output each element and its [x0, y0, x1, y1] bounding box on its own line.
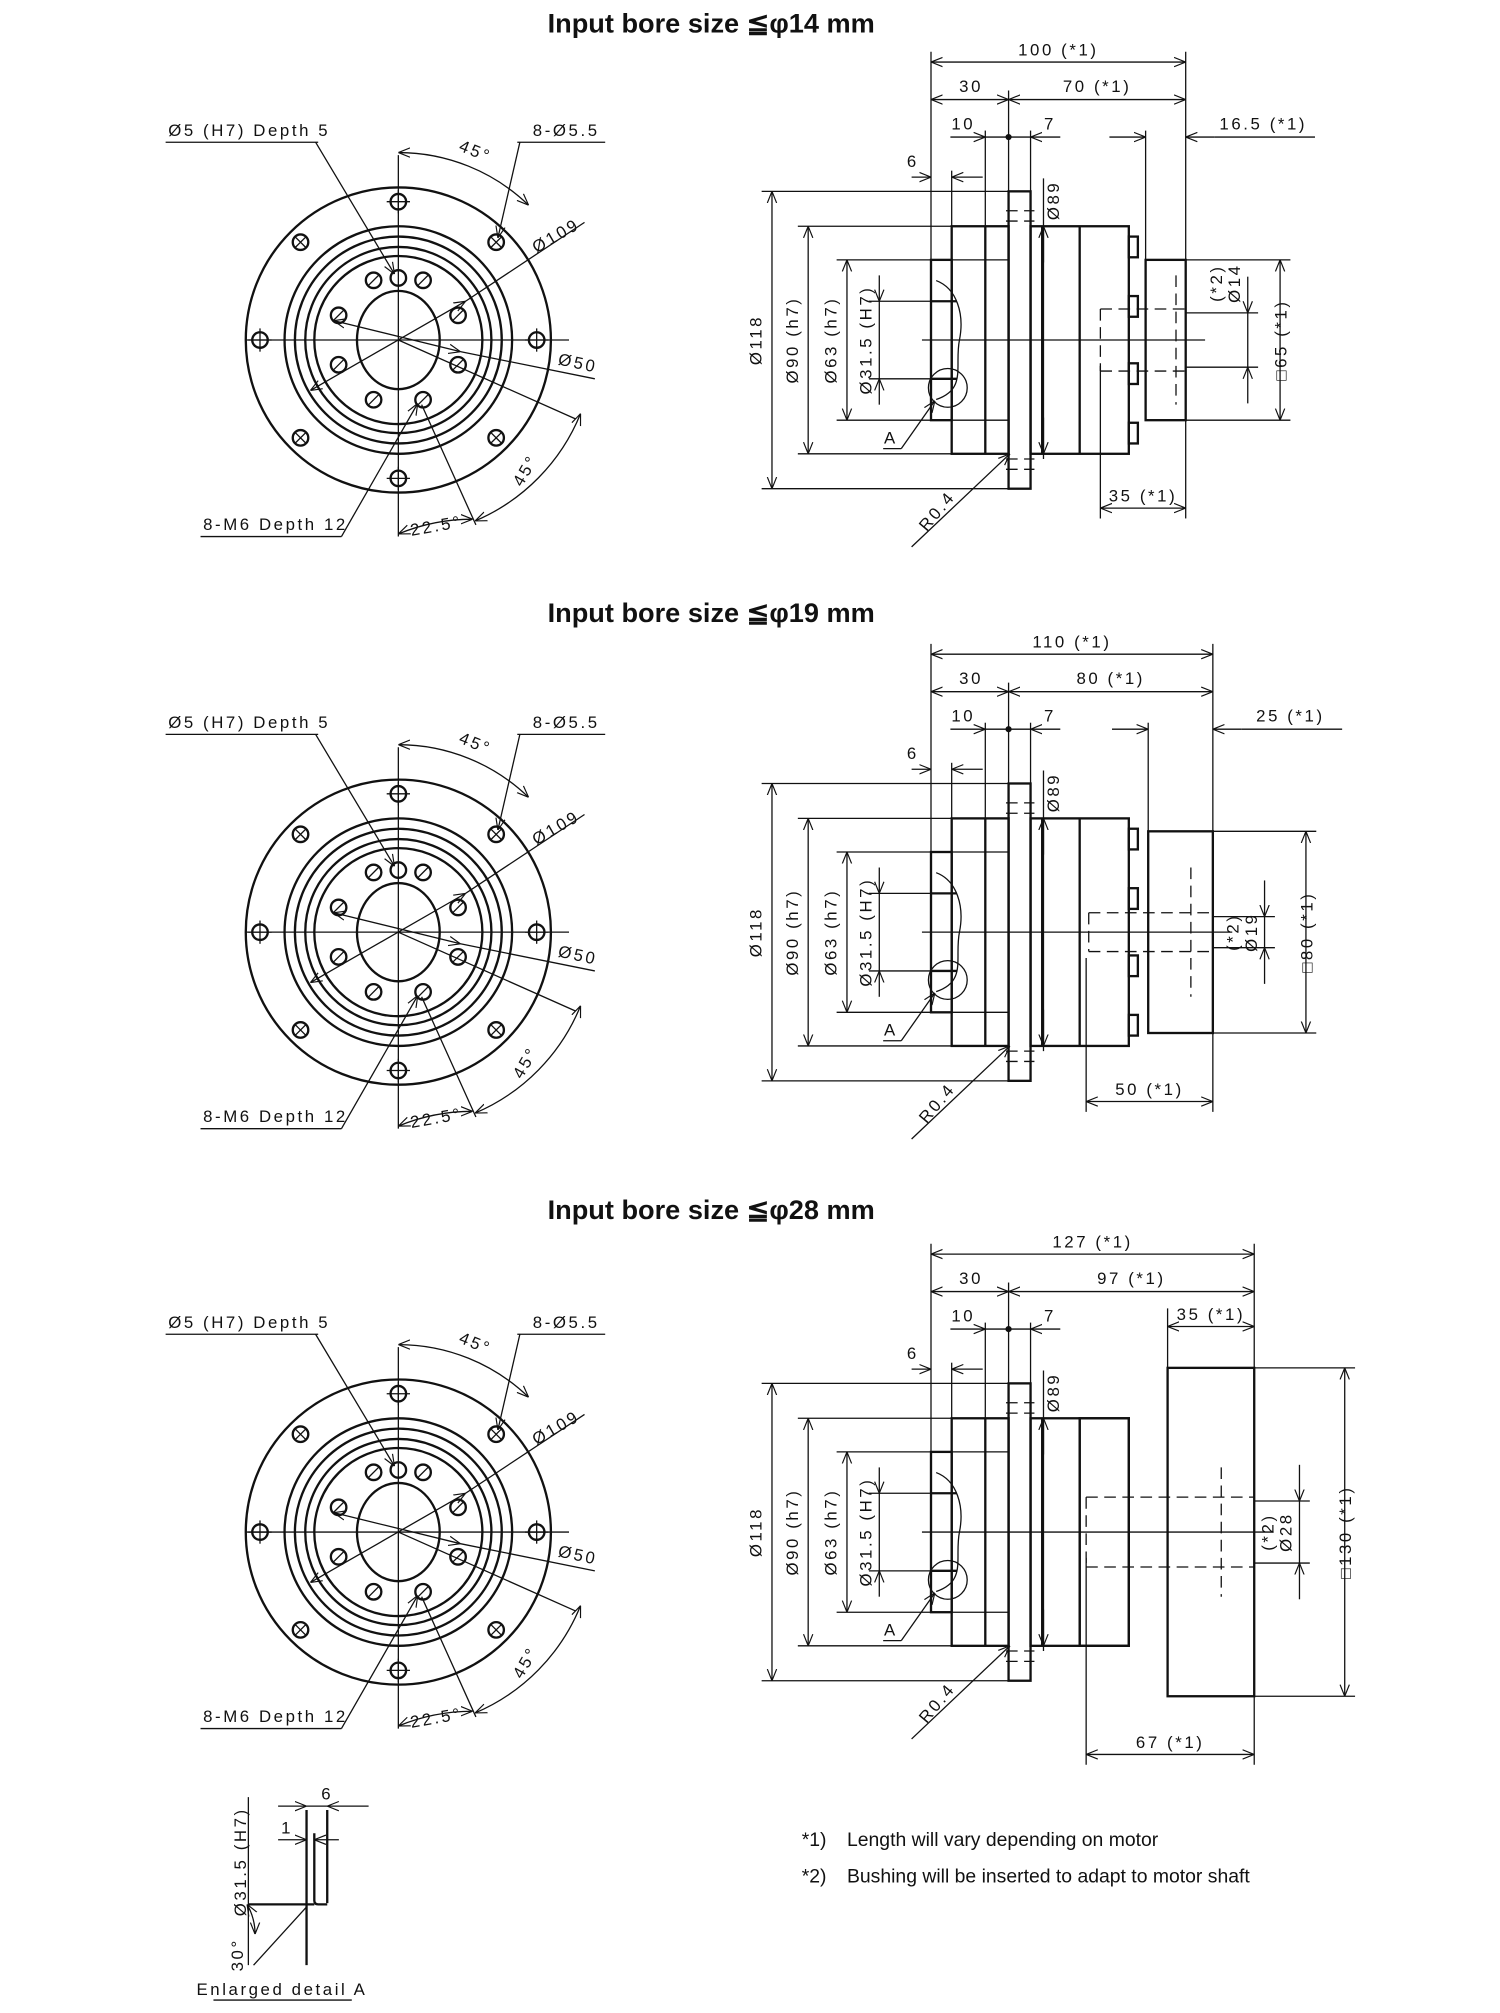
detail-d1-label: 1	[281, 1818, 294, 1838]
bore-label: Ø50	[556, 1541, 600, 1569]
d63-label: Ø63 (h7)	[821, 888, 841, 976]
angle-arc	[398, 153, 528, 206]
d90-label: Ø90 (h7)	[782, 888, 802, 976]
dimension-line	[341, 403, 417, 536]
d6-label: 6	[906, 151, 919, 171]
adapter-bolt	[1129, 296, 1138, 317]
pin-hole-label: Ø5 (H7) Depth 5	[168, 1312, 331, 1332]
pcd-label: Ø109	[528, 214, 583, 257]
d118-label: Ø118	[746, 1506, 766, 1558]
dimension-line	[334, 321, 461, 352]
line	[422, 1597, 476, 1717]
line	[254, 1907, 307, 1965]
detail-caption: Enlarged detail A	[196, 1979, 368, 1999]
line	[333, 952, 343, 962]
dimension-line	[316, 734, 395, 866]
side-view	[747, 1233, 1356, 1765]
overall-length-label: 127 (*1)	[1052, 1232, 1133, 1252]
dimension-line	[498, 734, 520, 830]
d90-label: Ø90 (h7)	[782, 296, 802, 384]
line	[333, 1552, 343, 1562]
d7-label: 7	[1043, 706, 1056, 726]
front-view	[166, 1313, 606, 1732]
line	[418, 395, 428, 405]
section-1	[166, 7, 1315, 547]
d10-label: 10	[951, 1306, 976, 1326]
dimension-line	[341, 996, 417, 1129]
note-marker: *1)	[801, 1829, 827, 1852]
detail-ref-label: A	[884, 428, 898, 448]
adapter-bolt	[1129, 829, 1138, 850]
rear-length-label: 70 (*1)	[1062, 76, 1132, 96]
dimension-line	[316, 142, 395, 274]
d63-label: Ø63 (h7)	[821, 296, 841, 384]
dimension-line	[901, 401, 935, 449]
line	[418, 867, 428, 877]
shaft-note-label: (*2)	[1206, 264, 1226, 302]
angle-top-label: 45°	[456, 136, 495, 167]
square-label: □80 (*1)	[1297, 891, 1317, 973]
d89-label: Ø89	[1043, 180, 1063, 221]
angle-top-label: 45°	[456, 728, 495, 759]
dimension-line	[498, 1334, 520, 1430]
d31-label: Ø31.5 (H7)	[856, 285, 876, 395]
angle-top-label: 45°	[456, 1328, 495, 1359]
line	[418, 987, 428, 997]
dimension-line	[498, 142, 520, 238]
shaft-note-label: (*2)	[1258, 1513, 1278, 1551]
d31-label: Ø31.5 (H7)	[856, 1477, 876, 1587]
tapped-holes-label: 8-M6 Depth 12	[203, 1707, 348, 1727]
adapter-length-label: 35 (*1)	[1176, 1305, 1246, 1325]
adapter-length-label: 25 (*1)	[1256, 706, 1325, 726]
bolt-holes-label: 8-Ø5.5	[532, 1312, 600, 1332]
side-view	[747, 41, 1315, 547]
d90-label: Ø90 (h7)	[782, 1488, 802, 1576]
d6-label: 6	[906, 1343, 919, 1363]
detail-ref-label: A	[884, 1020, 898, 1040]
overall-length-label: 100 (*1)	[1018, 40, 1099, 60]
line	[422, 405, 476, 525]
pcd-label: Ø109	[528, 806, 583, 849]
detail-d31-label: Ø31.5 (H7)	[230, 1807, 250, 1917]
section-title: Input bore size ≦φ14 mm	[547, 7, 875, 39]
rear-length-label: 97 (*1)	[1097, 1268, 1166, 1288]
bolt-holes-label: 8-Ø5.5	[532, 712, 600, 732]
angle-bottom-label: 45°	[508, 451, 542, 490]
line	[333, 310, 343, 320]
dimension-line	[334, 913, 461, 944]
line	[453, 310, 463, 320]
d63-label: Ø63 (h7)	[821, 1488, 841, 1576]
line	[368, 1587, 378, 1597]
front-length-label: 30	[959, 76, 984, 96]
dimension-line	[316, 1334, 395, 1466]
adapter-length-label: 16.5 (*1)	[1219, 114, 1308, 134]
front-length-label: 30	[959, 668, 984, 688]
note-marker: *2)	[801, 1865, 827, 1888]
angle-arc	[398, 1345, 528, 1398]
line	[333, 1502, 343, 1512]
detail-ref-label: A	[884, 1620, 898, 1640]
d118-label: Ø118	[746, 314, 766, 366]
side-view	[747, 633, 1342, 1139]
pin-hole-label: Ø5 (H7) Depth 5	[168, 120, 331, 140]
line	[333, 360, 343, 370]
adapter-bolt	[1129, 1015, 1138, 1036]
dimension-line	[310, 1493, 465, 1582]
radius-label: R0.4	[915, 1679, 960, 1727]
line	[418, 1467, 428, 1477]
angle-offset-label: 22.5°	[408, 512, 464, 540]
motor-length-label: 67 (*1)	[1135, 1732, 1205, 1752]
adapter-bolt	[1129, 237, 1138, 258]
d118-label: Ø118	[746, 907, 766, 958]
dimension-line	[310, 301, 465, 390]
dimension-line	[901, 1593, 935, 1641]
radius-label: R0.4	[915, 487, 960, 535]
adapter-bolt	[1129, 363, 1138, 384]
adapter-bolt	[1129, 955, 1138, 976]
pcd-label: Ø109	[528, 1406, 583, 1449]
dimension-line	[341, 1595, 417, 1728]
notes	[802, 1829, 1251, 1887]
shaft-label: Ø14	[1224, 263, 1244, 303]
overall-length-label: 110 (*1)	[1032, 632, 1112, 652]
angle-offset-label: 22.5°	[408, 1104, 464, 1132]
rear-length-label: 80 (*1)	[1076, 668, 1145, 688]
section-title: Input bore size ≦φ19 mm	[547, 596, 875, 628]
path	[314, 1901, 327, 1905]
note-text: Bushing will be inserted to adapt to motor shaft	[846, 1865, 1250, 1888]
line	[453, 902, 463, 912]
front-length-label: 30	[959, 1268, 984, 1288]
front-view	[166, 121, 606, 540]
motor-length-label: 35 (*1)	[1108, 486, 1178, 506]
d89-label: Ø89	[1043, 772, 1063, 813]
bore-label: Ø50	[556, 349, 600, 377]
adapter-bolt	[1129, 888, 1138, 909]
detail-angle-label: 30°	[228, 1938, 248, 1972]
line	[418, 275, 428, 285]
front-view	[166, 713, 606, 1132]
square-label: □65 (*1)	[1271, 299, 1291, 381]
angle-bottom-label: 45°	[508, 1043, 542, 1082]
line	[333, 902, 343, 912]
tapped-holes-label: 8-M6 Depth 12	[203, 515, 348, 535]
d7-label: 7	[1043, 114, 1056, 134]
section-3	[166, 1194, 1356, 1765]
section-2	[166, 597, 1343, 1139]
bolt-holes-label: 8-Ø5.5	[532, 120, 600, 140]
radius-label: R0.4	[915, 1079, 960, 1127]
dimension-line	[310, 893, 465, 982]
line	[418, 1587, 428, 1597]
line	[368, 275, 378, 285]
shaft-note-label: (*2)	[1223, 913, 1243, 951]
line	[368, 867, 378, 877]
detail-d6-label: 6	[321, 1784, 334, 1804]
adapter-bolt	[1129, 423, 1138, 444]
angle-arc	[398, 745, 528, 798]
angle-offset-label: 22.5°	[408, 1704, 464, 1732]
shaft-label: Ø19	[1241, 912, 1261, 952]
pin-hole-label: Ø5 (H7) Depth 5	[168, 712, 331, 732]
line	[368, 395, 378, 405]
d7-label: 7	[1043, 1306, 1056, 1326]
d10-label: 10	[951, 114, 976, 134]
line	[453, 1502, 463, 1512]
line	[422, 997, 476, 1117]
bore-label: Ø50	[556, 941, 600, 969]
section-title: Input bore size ≦φ28 mm	[547, 1194, 875, 1226]
note-text: Length will vary depending on motor	[846, 1829, 1159, 1852]
enlarged-detail-a	[196, 1785, 368, 2000]
tapped-holes-label: 8-M6 Depth 12	[203, 1107, 348, 1127]
d31-label: Ø31.5 (H7)	[856, 877, 876, 987]
d89-label: Ø89	[1043, 1372, 1063, 1413]
d10-label: 10	[951, 706, 976, 726]
shaft-label: Ø28	[1276, 1512, 1296, 1552]
square-label: □130 (*1)	[1336, 1485, 1356, 1579]
line	[368, 987, 378, 997]
motor-length-label: 50 (*1)	[1115, 1080, 1184, 1100]
angle-bottom-label: 45°	[508, 1643, 542, 1682]
line	[368, 1467, 378, 1477]
dimension-line	[334, 1513, 461, 1544]
d6-label: 6	[906, 743, 919, 763]
dimension-line	[901, 993, 935, 1041]
